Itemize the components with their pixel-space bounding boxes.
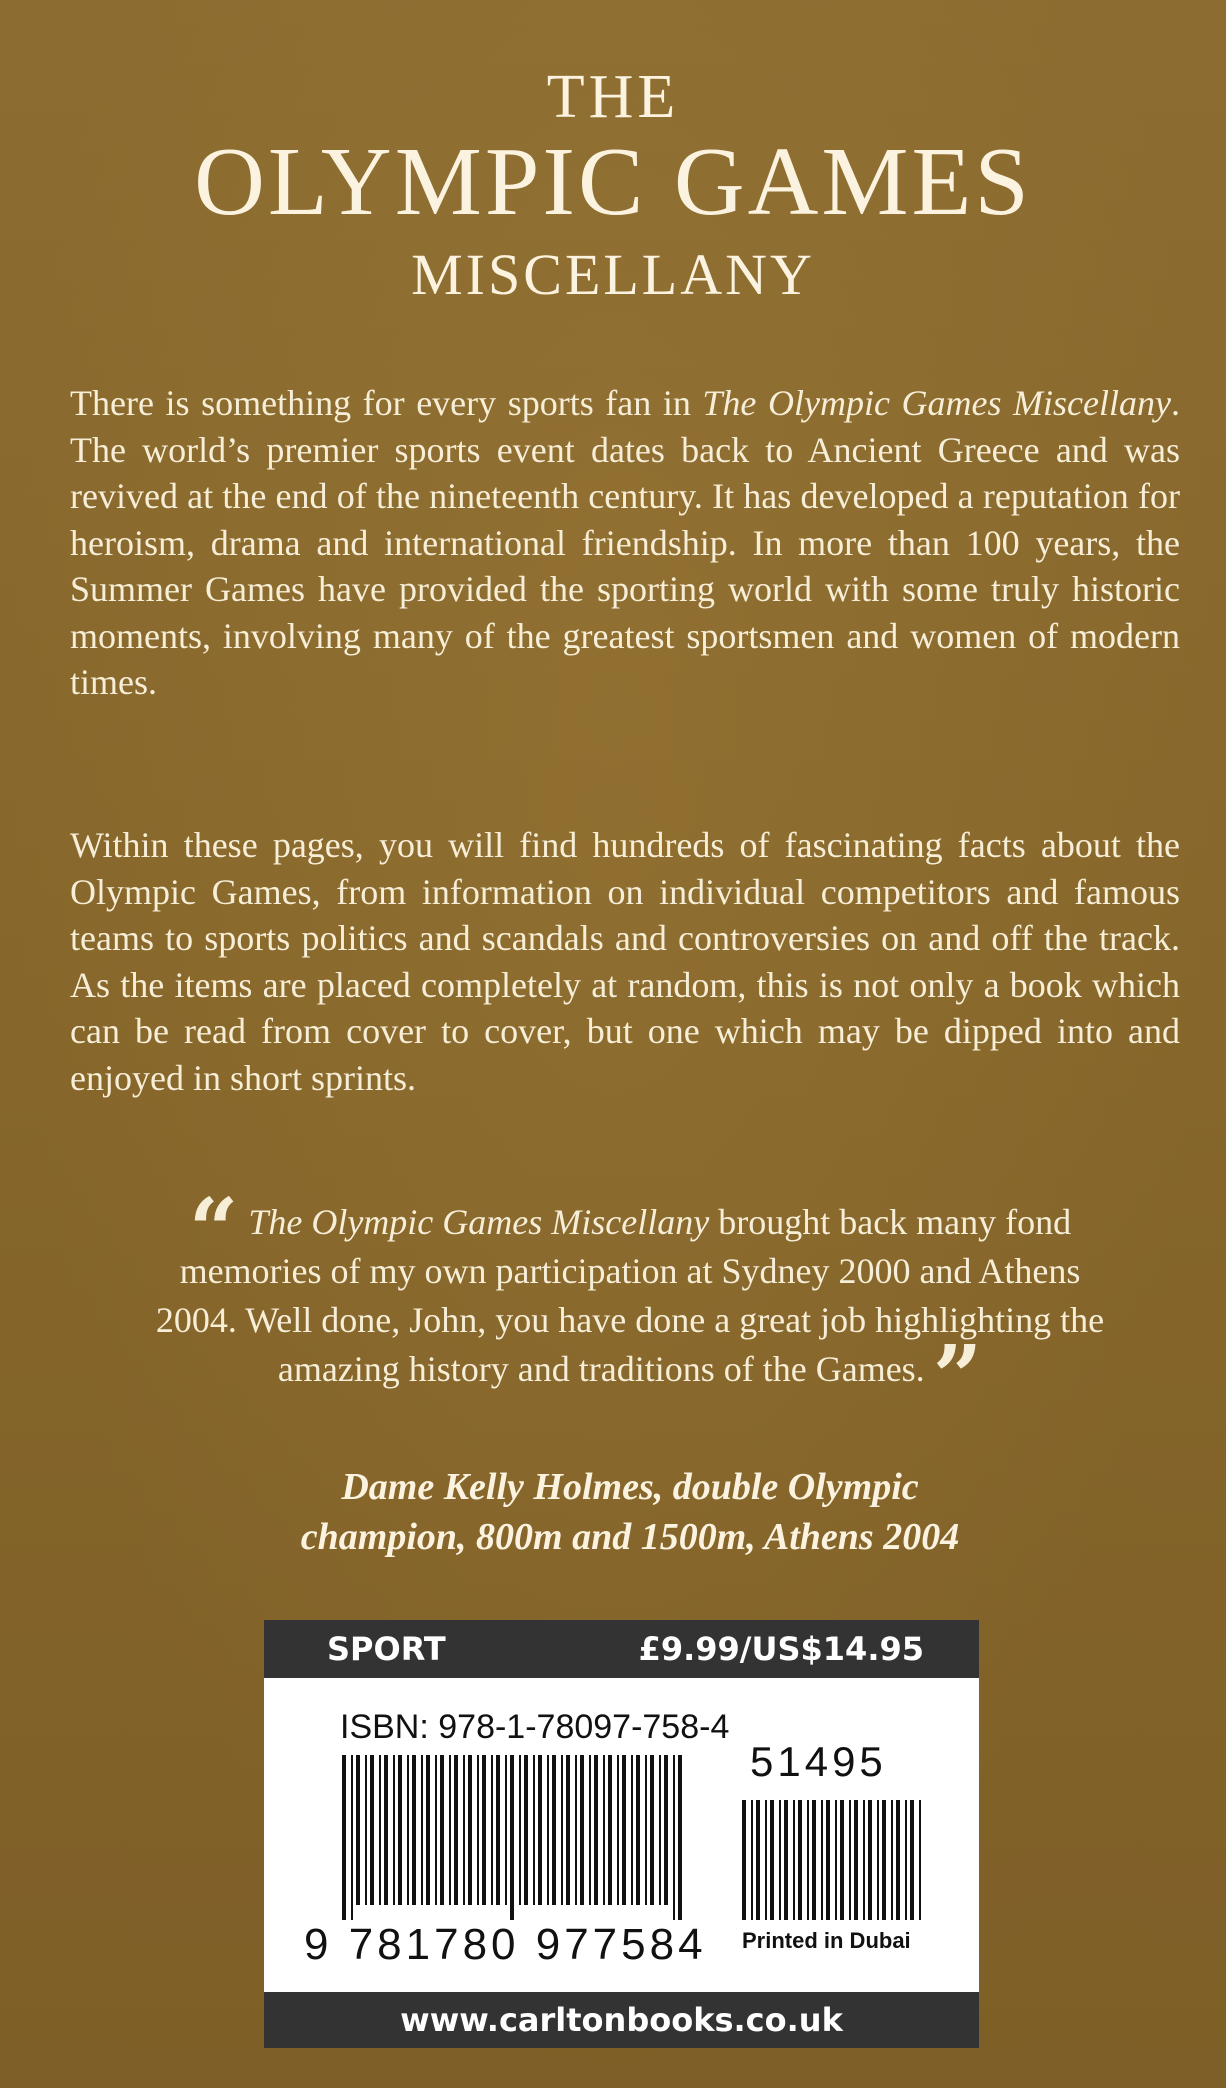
barcode-bar xyxy=(440,1755,444,1905)
barcode-bar xyxy=(751,1800,753,1920)
barcode-bar xyxy=(454,1755,458,1905)
attribution-line-1: Dame Kelly Holmes, double Olympic xyxy=(341,1466,919,1508)
barcode-bar xyxy=(426,1755,430,1905)
attribution-line-2: champion, 800m and 1500m, Athens 2004 xyxy=(300,1516,960,1558)
barcode-bar xyxy=(812,1800,816,1920)
barcode-bar xyxy=(910,1800,914,1920)
barcode-bar xyxy=(468,1755,472,1905)
barcode-bar xyxy=(835,1800,837,1920)
barcode-bar xyxy=(580,1755,584,1905)
barcode-bar xyxy=(807,1800,809,1920)
barcode-bar xyxy=(779,1800,781,1920)
barcode-bar xyxy=(631,1755,633,1905)
barcode-bar xyxy=(877,1800,879,1920)
barcode-bar xyxy=(826,1800,830,1920)
barcode-bar xyxy=(407,1755,409,1905)
barcode-bar xyxy=(608,1755,612,1905)
barcode-bar xyxy=(505,1755,507,1905)
barcode-bar xyxy=(617,1755,619,1905)
barcode-bar xyxy=(393,1755,395,1905)
barcode-bar xyxy=(533,1755,535,1905)
barcode-bar xyxy=(603,1755,605,1905)
barcode-bar xyxy=(482,1755,486,1905)
barcode-bar xyxy=(491,1755,493,1905)
barcode-bar xyxy=(896,1800,900,1920)
barcode-bar xyxy=(678,1755,682,1920)
barcode-bar xyxy=(370,1755,374,1905)
barcode-bar xyxy=(919,1800,921,1920)
barcode-bar xyxy=(351,1755,353,1920)
barcode-panel xyxy=(264,1620,979,2048)
close-quote-icon: ” xyxy=(932,1327,983,1428)
quote-attribution xyxy=(150,1462,1110,1562)
barcode-bar xyxy=(449,1755,451,1905)
barcode-bar xyxy=(840,1800,844,1920)
barcode-bar xyxy=(510,1755,514,1920)
barcode-bar xyxy=(412,1755,416,1905)
barcode-bar xyxy=(477,1755,479,1905)
addon-digits: 51495 xyxy=(750,1738,887,1785)
barcode-bar xyxy=(636,1755,640,1905)
barcode-bar xyxy=(519,1755,521,1905)
barcode-digits: 9 781780 977584 xyxy=(304,1920,707,1969)
endorsement-quote xyxy=(150,1180,1110,1428)
isbn-barcode xyxy=(342,1755,682,1920)
barcode-bar xyxy=(784,1800,788,1920)
barcode-bar xyxy=(594,1755,598,1905)
barcode-bar xyxy=(765,1800,767,1920)
barcode-bar xyxy=(561,1755,563,1905)
barcode-bar xyxy=(398,1755,402,1905)
blurb-p1-suffix: . The world’s premier sports event dates back to Ancient Greece and was revived at the end of the nineteenth century. It has developed a reputation for heroism, drama and international friendship. In more than 100 years, the Summer Games have provided the sporting world with some truly historic moments, involving many of the greatest sportsmen and women of modern times. xyxy=(70,383,1180,702)
quote-body: brought back many fond memories of my own participation at Sydney 2000 and Athens 2004. Well done, John, you have done a great job highlighting the amazing history and traditions of the Games. xyxy=(155,1202,1105,1389)
book-title xyxy=(0,62,1226,310)
barcode-bar xyxy=(798,1800,802,1920)
barcode-bar xyxy=(868,1800,872,1920)
open-quote-icon: “ xyxy=(188,1180,239,1281)
barcode-bar xyxy=(365,1755,367,1905)
barcode-bar xyxy=(756,1800,760,1920)
barcode-bar xyxy=(538,1755,542,1905)
barcode-bar xyxy=(905,1800,907,1920)
barcode-bar xyxy=(863,1800,865,1920)
barcode-bar xyxy=(435,1755,437,1905)
barcode-bar xyxy=(882,1800,886,1920)
barcode-bar xyxy=(552,1755,556,1905)
barcode-bar xyxy=(575,1755,577,1905)
barcode-bar xyxy=(891,1800,893,1920)
price-bar xyxy=(264,1620,979,1678)
barcode-bar xyxy=(421,1755,423,1905)
blurb-paragraph-1 xyxy=(70,380,1180,706)
barcode-bar xyxy=(770,1800,774,1920)
barcode-bar xyxy=(664,1755,668,1905)
barcode-bar xyxy=(496,1755,500,1905)
website-bar[interactable]: www.carltonbooks.co.uk xyxy=(264,1992,979,2048)
blurb-p1-prefix: There is something for every sports fan in xyxy=(70,383,703,423)
barcode-bar xyxy=(547,1755,549,1905)
barcode-bar xyxy=(645,1755,647,1905)
barcode-bar xyxy=(566,1755,570,1905)
barcode-bar xyxy=(650,1755,654,1905)
blurb-paragraph-2: Within these pages, you will find hundreds of fascinating facts about the Olympic Games, from information on individual competitors and famous teams to sports politics and scandals and controversies on and off the track. As the items are placed completely at random, this is not only a book which can be read from cover to cover, but one which may be dipped into and enjoyed in short sprints. xyxy=(70,825,1180,1098)
barcode-bar xyxy=(849,1800,851,1920)
printed-in-label: Printed in Dubai xyxy=(742,1928,911,1953)
barcode-bar xyxy=(463,1755,465,1905)
barcode-bar xyxy=(854,1800,858,1920)
category-label: SPORT xyxy=(327,1630,446,1668)
title-line-sub: MISCELLANY xyxy=(411,242,815,307)
barcode-bar xyxy=(622,1755,626,1905)
barcode-bar xyxy=(673,1755,675,1920)
price-addon-barcode xyxy=(742,1800,922,1920)
barcode-bar xyxy=(742,1800,746,1920)
barcode-bar xyxy=(342,1755,346,1920)
barcode-bar xyxy=(821,1800,823,1920)
title-line-the: THE xyxy=(546,63,680,131)
isbn-label: ISBN: 978-1-78097-758-4 xyxy=(340,1708,730,1746)
quote-book-title: The Olympic Games Miscellany xyxy=(248,1202,710,1242)
blurb-p1-book-title: The Olympic Games Miscellany xyxy=(702,383,1171,423)
barcode-bar xyxy=(384,1755,388,1905)
price-label: £9.99/US$14.95 xyxy=(638,1630,924,1668)
title-line-main: OLYMPIC GAMES xyxy=(194,128,1032,236)
barcode-bar xyxy=(793,1800,795,1920)
barcode-bar xyxy=(379,1755,381,1905)
barcode-bar xyxy=(659,1755,661,1905)
barcode-bar xyxy=(356,1755,360,1905)
barcode-bar xyxy=(524,1755,528,1905)
barcode-bar xyxy=(589,1755,591,1905)
